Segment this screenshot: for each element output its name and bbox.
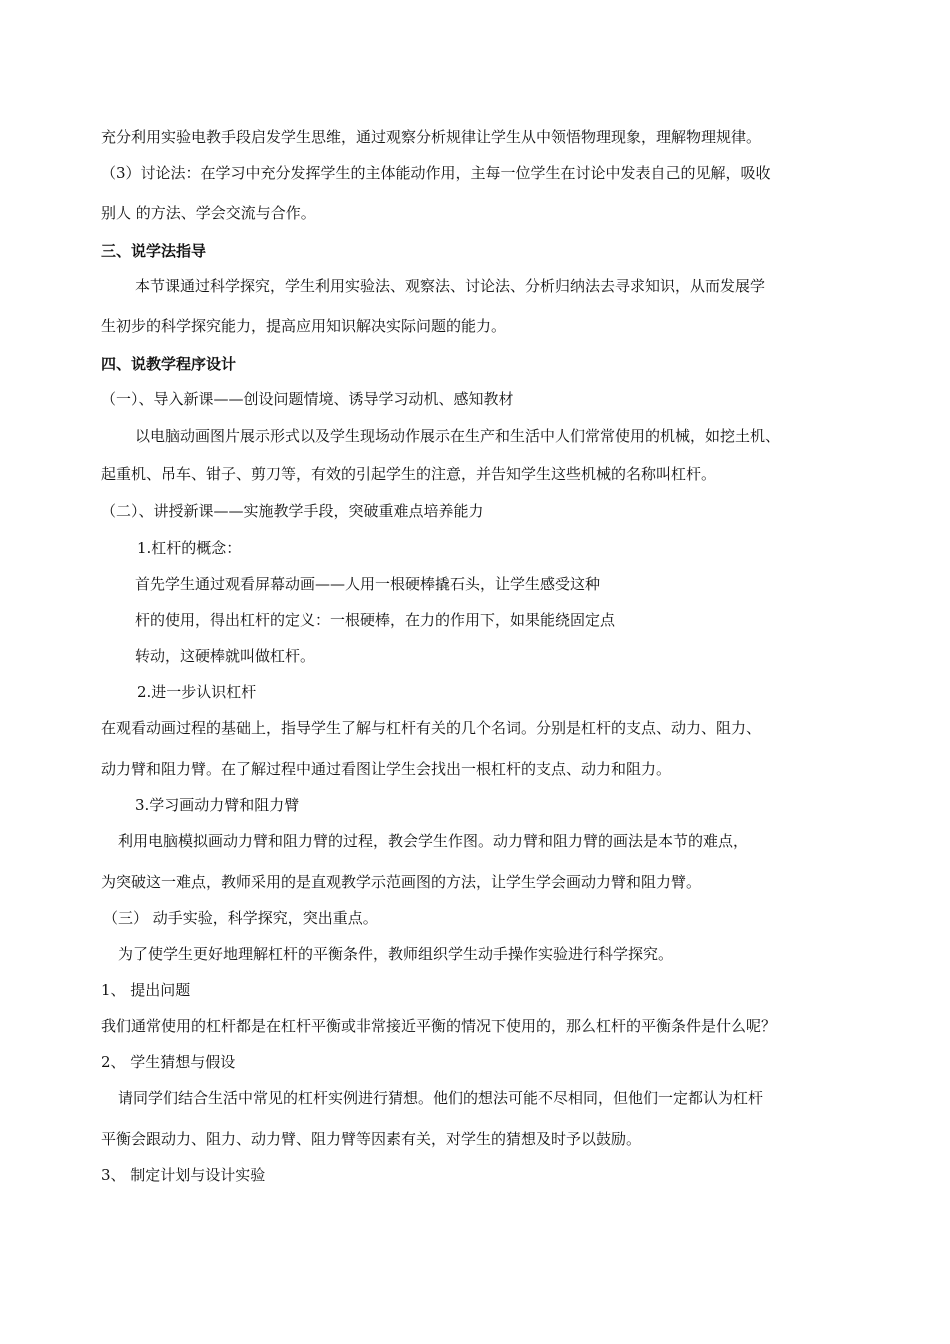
step-heading: 1、 提出问题 — [101, 981, 191, 999]
paragraph-line: 为突破这一难点，教师采用的是直观教学示范画图的方法，让学生学会画动力臂和阻力臂。 — [101, 873, 702, 891]
paragraph-line: 杆的使用，得出杠杆的定义：一根硬棒，在力的作用下，如果能绕固定点 — [135, 611, 616, 629]
item-heading: 3.学习画动力臂和阻力臂 — [135, 796, 300, 814]
paragraph-line: 动力臂和阻力臂。在了解过程中通过看图让学生会找出一根杠杆的支点、动力和阻力。 — [101, 760, 672, 778]
paragraph-line: 以电脑动画图片展示形式以及学生现场动作展示在生产和生活中人们常常使用的机械，如挖土机、 — [135, 427, 781, 445]
paragraph-line: （3）讨论法：在学习中充分发挥学生的主体能动作用，主每一位学生在讨论中发表自己的见解，吸收 — [101, 164, 771, 182]
paragraph-line: 别人 的方法、学会交流与合作。 — [101, 204, 316, 222]
subsection-heading: （一）、导入新课——创设问题情境、诱导学习动机、感知教材 — [101, 390, 514, 408]
paragraph-line: 充分利用实验电教手段启发学生思维，通过观察分析规律让学生从中领悟物理现象，理解物理规律。 — [101, 128, 762, 146]
paragraph-line: 我们通常使用的杠杆都是在杠杆平衡或非常接近平衡的情况下使用的，那么杠杆的平衡条件是什么呢？ — [101, 1017, 777, 1035]
section-heading: 四、说教学程序设计 — [101, 355, 237, 373]
paragraph-line: 平衡会跟动力、阻力、动力臂、阻力臂等因素有关，对学生的猜想及时予以鼓励。 — [101, 1130, 642, 1148]
paragraph-line: 在观看动画过程的基础上，指导学生了解与杠杆有关的几个名词。分别是杠杆的支点、动力、阻力、 — [101, 719, 762, 737]
step-heading: 2、 学生猜想与假设 — [101, 1053, 236, 1071]
paragraph-line: 起重机、吊车、钳子、剪刀等，有效的引起学生的注意，并告知学生这些机械的名称叫杠杆。 — [101, 465, 717, 483]
paragraph-line: 利用电脑模拟画动力臂和阻力臂的过程，教会学生作图。动力臂和阻力臂的画法是本节的难点， — [118, 832, 749, 850]
item-heading: 1.杠杆的概念： — [137, 539, 242, 557]
paragraph-line: 生初步的科学探究能力，提高应用知识解决实际问题的能力。 — [101, 317, 507, 335]
paragraph-line: 为了使学生更好地理解杠杆的平衡条件，教师组织学生动手操作实验进行科学探究。 — [118, 945, 674, 963]
paragraph-line: 首先学生通过观看屏幕动画——人用一根硬棒撬石头，让学生感受这种 — [135, 575, 601, 593]
subsection-heading: （三） 动手实验，科学探究，突出重点。 — [103, 909, 378, 927]
paragraph-line: 转动，这硬棒就叫做杠杆。 — [135, 647, 316, 665]
paragraph-line: 请同学们结合生活中常见的杠杆实例进行猜想。他们的想法可能不尽相同，但他们一定都认为杠杆 — [118, 1089, 764, 1107]
section-heading: 三、说学法指导 — [101, 242, 207, 260]
step-heading: 3、 制定计划与设计实验 — [101, 1166, 266, 1184]
paragraph-line: 本节课通过科学探究，学生利用实验法、观察法、讨论法、分析归纳法去寻求知识，从而发展学 — [135, 277, 766, 295]
item-heading: 2.进一步认识杠杆 — [137, 683, 257, 701]
subsection-heading: （二）、讲授新课——实施教学手段，突破重难点培养能力 — [101, 502, 484, 520]
